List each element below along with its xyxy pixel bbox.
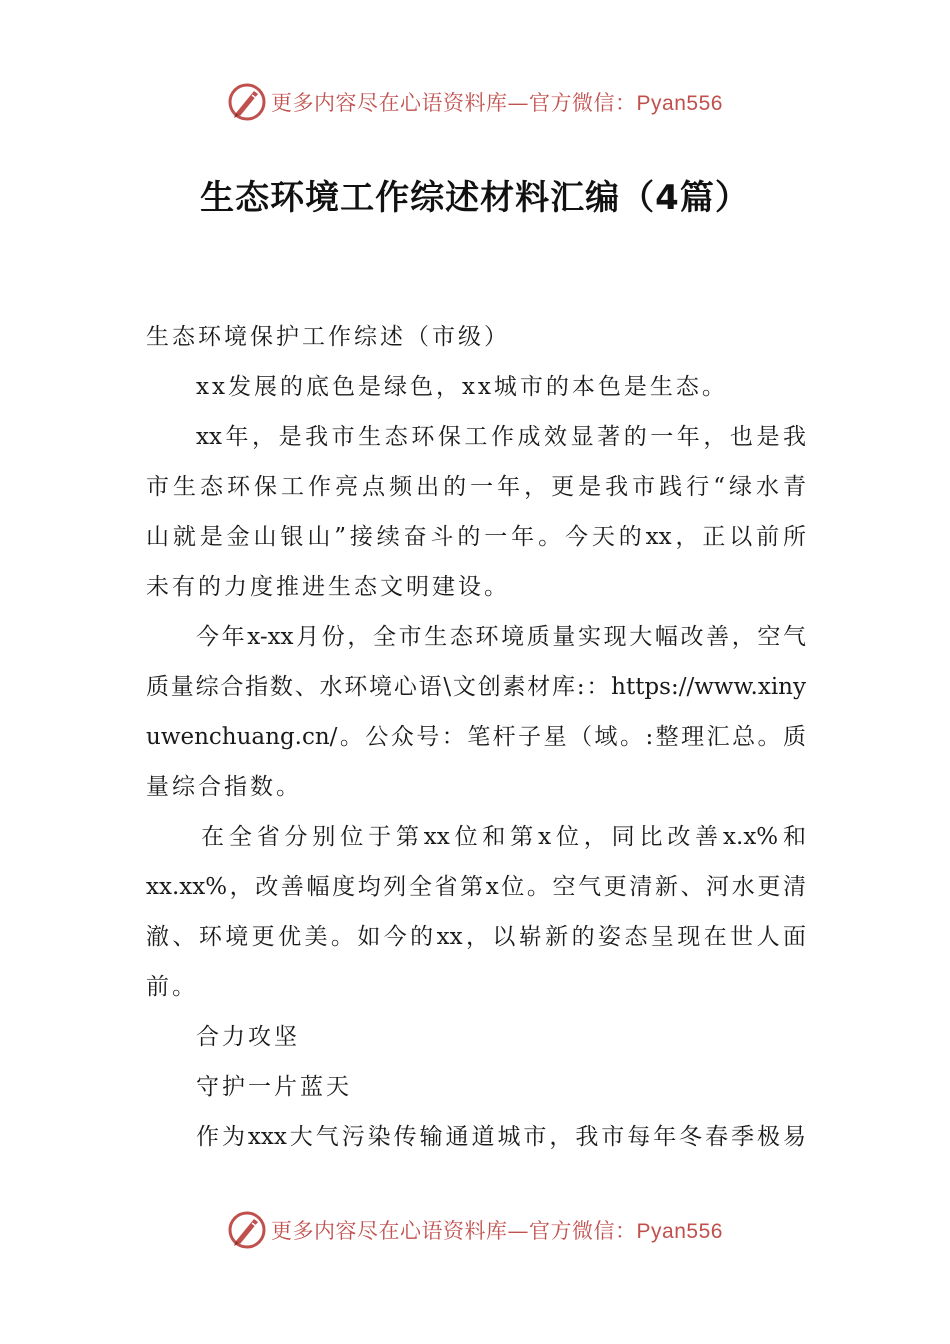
- paragraph-line: 未有的力度推进生态文明建设。: [146, 574, 510, 600]
- footer-wechat-id: Pyan556: [636, 1220, 723, 1243]
- paragraph-line: 质量综合指数、水环境心语\文创素材库:：https://www.xiny: [146, 674, 806, 700]
- pen-logo-icon: [227, 82, 267, 122]
- header-banner-text: 更多内容尽在心语资料库—官方微信：Pyan556: [271, 91, 723, 115]
- subheading-line: 合力攻坚: [196, 1024, 300, 1050]
- paragraph-line: 作为xxx大气污染传输通道城市，我市每年冬春季极易: [196, 1124, 806, 1150]
- paragraph-line: 前。: [146, 974, 198, 1000]
- paragraph-line: 市生态环保工作亮点频出的一年，更是我市践行“绿水青: [146, 474, 806, 500]
- header-banner: [0, 80, 950, 124]
- paragraph-line: 今年x-xx月份，全市生态环境质量实现大幅改善，空气: [196, 624, 806, 650]
- paragraph-line: 山就是金山银山”接续奋斗的一年。今天的xx，正以前所: [146, 524, 806, 550]
- section-heading: 生态环境保护工作综述（市级）: [146, 324, 510, 350]
- document-title: 生态环境工作综述材料汇编（4篇）: [200, 178, 750, 218]
- paragraph-line: uwenchuang.cn/。公众号：笔杆子星（域。:整理汇总。质: [146, 724, 806, 750]
- document-body: [146, 312, 806, 1162]
- header-wechat-id: Pyan556: [636, 92, 723, 115]
- paragraph-line: 澈、环境更优美。如今的xx，以崭新的姿态呈现在世人面: [146, 924, 806, 950]
- footer-banner: [0, 1208, 950, 1252]
- footer-banner-text: 更多内容尽在心语资料库—官方微信：Pyan556: [271, 1219, 723, 1243]
- paragraph-line: xx发展的底色是绿色，xx城市的本色是生态。: [196, 374, 728, 400]
- paragraph-line: 在全省分别位于第xx位和第x位，同比改善x.x%和: [201, 824, 806, 850]
- paragraph-line: xx年，是我市生态环保工作成效显著的一年，也是我: [196, 424, 806, 450]
- paragraph-line: xx.xx%，改善幅度均列全省第x位。空气更清新、河水更清: [146, 874, 806, 900]
- pen-logo-icon: [227, 1210, 267, 1250]
- paragraph-line: 量综合指数。: [146, 774, 302, 800]
- subheading-line: 守护一片蓝天: [196, 1074, 352, 1100]
